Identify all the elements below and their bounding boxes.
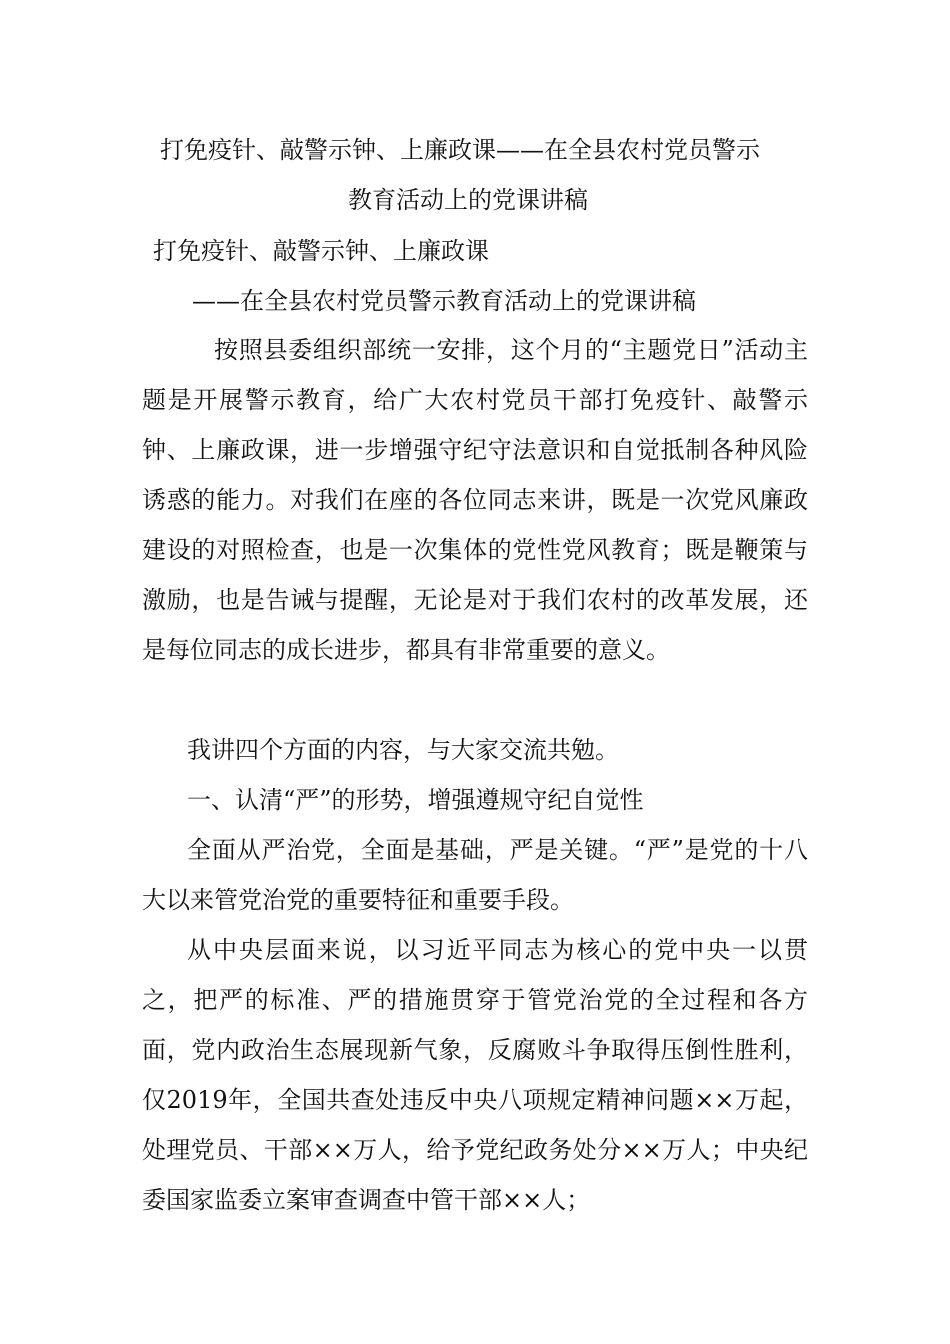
subheading: ——在全县农村党员警示教育活动上的党课讲稿 — [192, 287, 696, 315]
title-line-2: 教育活动上的党课讲稿 — [348, 186, 588, 214]
paragraph-central-level: 从中央层面来说，以习近平同志为核心的党中央一以贯之，把严的标准、严的措施贯穿于管党治党的全过程和各方面，党内政治生态展现新气象，反腐败斗争取得压倒性胜利，仅2019年，全国共查处违反中央八项规定精神问题××万起，处理党员、干部××万人，给予党纪政务处分××万人；中央纪委国家监委立案审查调查中管干部××人； — [142, 936, 808, 1214]
paragraph-outline: 我讲四个方面的内容，与大家交流共勉。 — [187, 736, 619, 764]
title-line-1: 打免疫针、敲警示钟、上廉政课——在全县农村党员警示 — [160, 136, 760, 164]
paragraph-intro: 按照县委组织部统一安排，这个月的“主题党日”活动主题是开展警示教育，给广大农村党员干部打免疫针、敲警示钟、上廉政课，进一步增强守纪守法意识和自觉抵制各种风险诱惑的能力。对我们在座的各位同志来讲，既是一次党风廉政建设的对照检查，也是一次集体的党性党风教育；既是鞭策与激励，也是告诫与提醒，无论是对于我们农村的改革发展，还是每位同志的成长进步，都具有非常重要的意义。 — [142, 336, 808, 664]
section-heading-1: 一、认清“严”的形势，增强遵规守纪自觉性 — [187, 786, 644, 814]
heading: 打免疫针、敲警示钟、上廉政课 — [153, 237, 489, 265]
paragraph-strict-governance: 全面从严治党，全面是基础，严是关键。“严”是党的十八大以来管党治党的重要特征和重要手段。 — [142, 836, 808, 914]
